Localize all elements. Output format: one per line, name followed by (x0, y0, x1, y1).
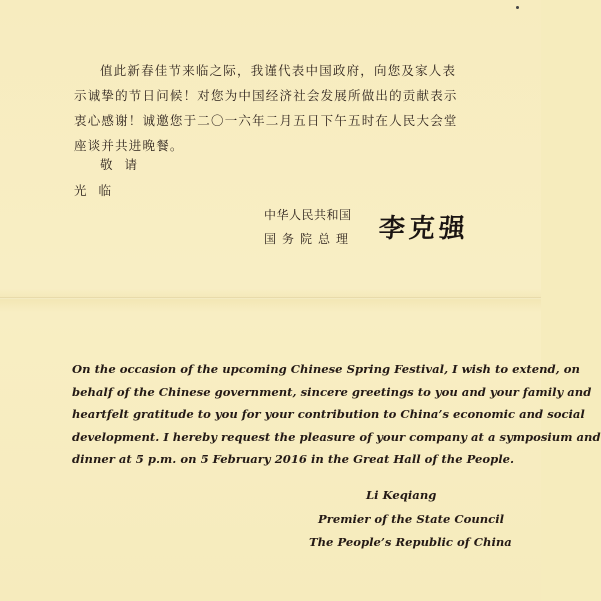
chinese-closing-respect: 敬请 (100, 157, 150, 172)
card-fold-line (0, 297, 541, 299)
chinese-line-3: 衷心感谢！诚邀您于二〇一六年二月五日下午五时在人民大会堂 (74, 113, 458, 128)
chinese-closing-presence: 光临 (74, 183, 124, 198)
chinese-line-1: 值此新春佳节来临之际，我谨代表中国政府，向您及家人表 (100, 63, 457, 78)
english-line-2: behalf of the Chinese government, sincere greetings to you and your family and (72, 384, 592, 399)
paper-speck (516, 6, 519, 9)
english-line-4: development. I hereby request the pleasure of your company at a symposium and (72, 429, 601, 444)
english-signature-country: The People’s Republic of China (309, 535, 512, 549)
chinese-signature-country: 中华人民共和国 (264, 208, 352, 222)
english-line-5: dinner at 5 p.m. on 5 February 2016 in the Great Hall of the People. (72, 452, 515, 466)
chinese-invitation-text (74, 58, 484, 158)
english-line-3: heartfelt gratitude to you for your contribution to China’s economic and social (72, 407, 585, 421)
english-invitation-text (72, 358, 601, 471)
english-line-1: On the occasion of the upcoming Chinese Spring Festival, I wish to extend, on (72, 362, 580, 376)
english-signature-title: Premier of the State Council (318, 512, 505, 526)
chinese-line-2: 示诚挚的节日问候！对您为中国经济社会发展所做出的贡献表示 (74, 88, 458, 103)
chinese-line-4: 座谈并共进晚餐。 (74, 138, 184, 153)
chinese-signature-title: 国务院总理 (264, 232, 355, 246)
chinese-signature-name: 李克强 (377, 214, 470, 244)
english-signature-name: Li Keqiang (366, 488, 437, 502)
